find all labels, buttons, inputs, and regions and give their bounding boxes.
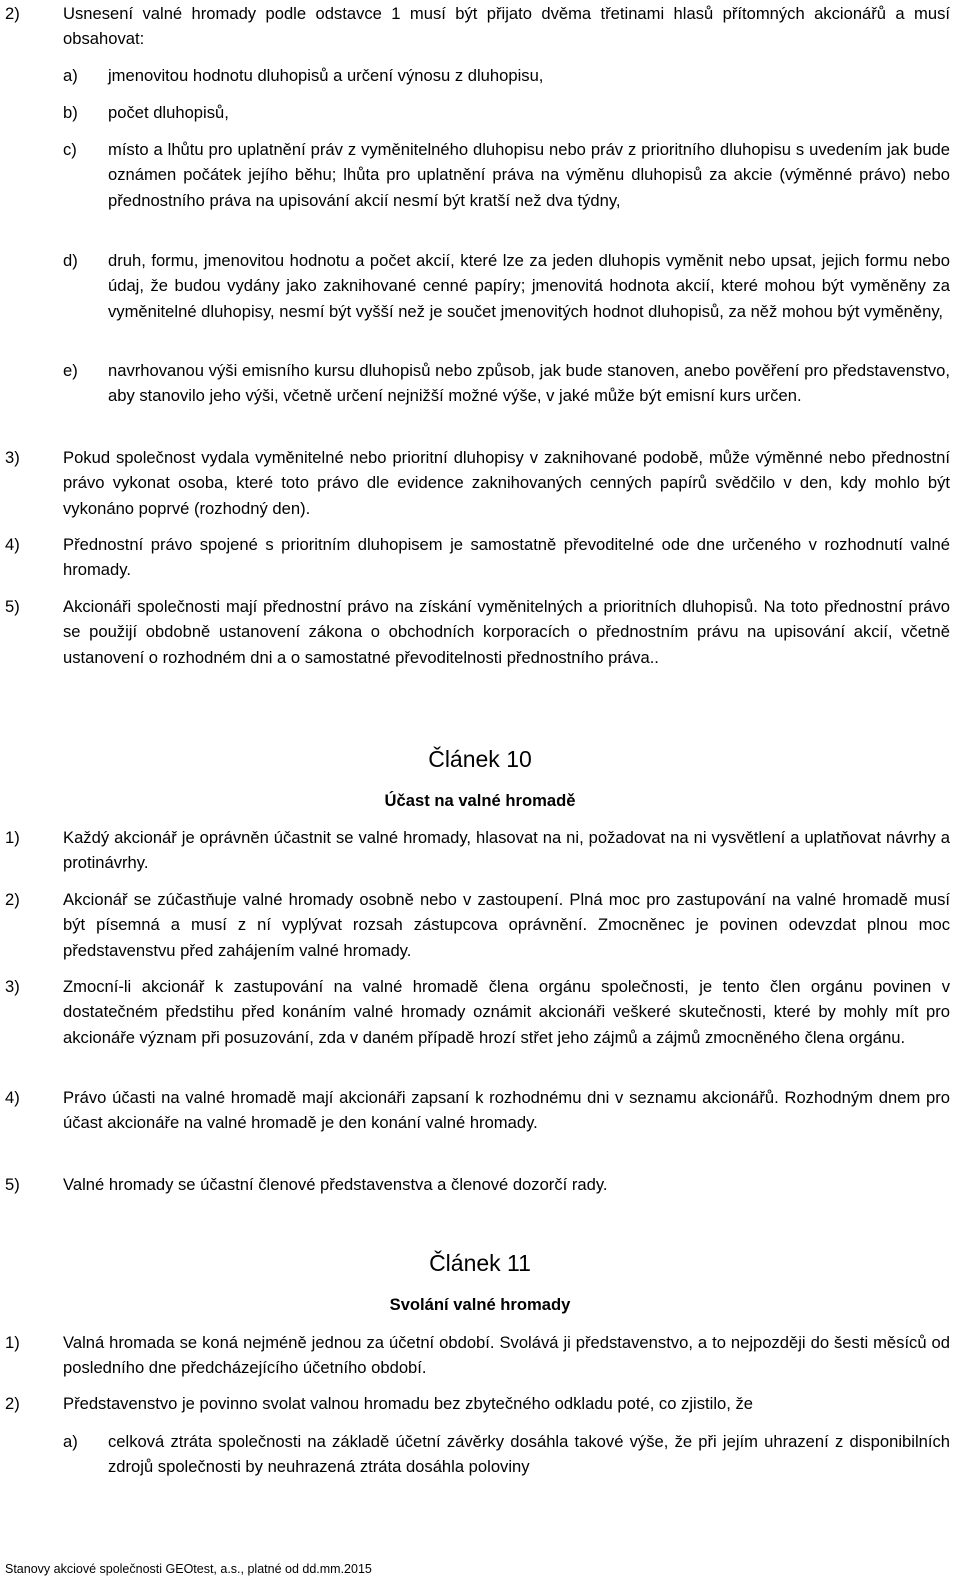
subparagraph-c bbox=[63, 137, 950, 213]
paragraph-number: 2) bbox=[5, 4, 20, 23]
paragraph-2 bbox=[5, 1, 950, 52]
subparagraph-text: celková ztráta společnosti na základě účetní závěrky dosáhla takové výše, že při jejím uhrazení z disponibilních zdrojů společnosti by neuhrazená ztráta dosáhla poloviny bbox=[108, 1432, 950, 1477]
subparagraph-e bbox=[63, 358, 950, 409]
paragraph-text: Zmocní-li akcionář k zastupování na valné hromadě člena orgánu společnosti, je tento člen orgánu povinen v dostatečném předstihu před konáním valné hromady oznámit akcionáři veškeré skutečnosti, které by mohly mít pro akcionáře význam při posuzování, zda v daném případě hrozí střet jeho zájmů a zájmů zmocněného člena orgánu. bbox=[63, 977, 950, 1047]
article-10-heading: Účast na valné hromadě bbox=[384, 791, 576, 810]
paragraph-number: 3) bbox=[5, 448, 20, 467]
article-10-paragraph-3 bbox=[5, 974, 950, 1050]
paragraph-number: 5) bbox=[5, 1175, 20, 1194]
paragraph-number: 2) bbox=[5, 1394, 20, 1413]
paragraph-text: Akcionáři společnosti mají přednostní právo na získání vyměnitelných a prioritních dluhopisů. Na toto přednostní právo se použijí obdobně ustanovení zákona o obchodních korporacích o přednostním právu na upisování akcií, včetně ustanovení o rozhodném dni a o samostatné převoditelnosti přednostního práva.. bbox=[63, 597, 950, 667]
subparagraph-letter: a) bbox=[63, 1432, 78, 1451]
paragraph-number: 2) bbox=[5, 890, 20, 909]
paragraph-text: Valná hromada se koná nejméně jednou za účetní období. Svolává ji představenstvo, a to nejpozději do šesti měsíců od posledního dne předcházejícího účetního období. bbox=[63, 1333, 950, 1378]
paragraph-3 bbox=[5, 445, 950, 521]
paragraph-number: 4) bbox=[5, 535, 20, 554]
article-10-paragraph-5 bbox=[5, 1172, 950, 1197]
paragraph-text: Každý akcionář je oprávněn účastnit se valné hromady, hlasovat na ni, požadovat na ni vysvětlení a uplatňovat návrhy a protinávrhy. bbox=[63, 828, 950, 873]
subparagraph-text: druh, formu, jmenovitou hodnotu a počet akcií, které lze za jeden dluhopis vyměnit nebo upsat, jejich formu nebo údaj, že budou vydány jako zaknihované cenné papíry; jmenovitá hodnota akcií, které mohou být vyměněny za vyměnitelné dluhopisy, nesmí být vyšší než je součet jmenovitých hodnot dluhopisů, za něž mohou být vyměněny, bbox=[108, 251, 950, 321]
paragraph-text: Přednostní právo spojené s prioritním dluhopisem je samostatně převoditelné ode dne určeného v rozhodnutí valné hromady. bbox=[63, 535, 950, 580]
paragraph-number: 1) bbox=[5, 828, 20, 847]
article-11-paragraph-2 bbox=[5, 1391, 950, 1416]
subparagraph-text: počet dluhopisů, bbox=[108, 103, 229, 122]
article-11-title: Článek 11 bbox=[429, 1250, 531, 1276]
paragraph-text: Valné hromady se účastní členové představenstva a členové dozorčí rady. bbox=[63, 1175, 608, 1194]
paragraph-5 bbox=[5, 594, 950, 670]
subparagraph-b bbox=[63, 100, 950, 125]
subparagraph-letter: b) bbox=[63, 103, 78, 122]
article-10-paragraph-2 bbox=[5, 887, 950, 963]
paragraph-number: 3) bbox=[5, 977, 20, 996]
article-11-subparagraph-a bbox=[63, 1429, 950, 1480]
paragraph-number: 5) bbox=[5, 597, 20, 616]
article-10-paragraph-1 bbox=[5, 825, 950, 876]
paragraph-text: Pokud společnost vydala vyměnitelné nebo prioritní dluhopisy v zaknihované podobě, může výměnné nebo přednostní právo vykonat osoba, které toto právo dle evidence zaknihovaných cenných papírů svědčilo v den, kdy mohlo být vykonáno poprvé (rozhodný den). bbox=[63, 448, 950, 518]
subparagraph-a bbox=[63, 63, 950, 88]
article-10-paragraph-4 bbox=[5, 1085, 950, 1136]
subparagraph-letter: d) bbox=[63, 251, 78, 270]
paragraph-text: Usnesení valné hromady podle odstavce 1 musí být přijato dvěma třetinami hlasů přítomných akcionářů a musí obsahovat: bbox=[63, 4, 950, 49]
subparagraph-letter: e) bbox=[63, 361, 78, 380]
subparagraph-letter: a) bbox=[63, 66, 78, 85]
paragraph-text: Představenstvo je povinno svolat valnou hromadu bez zbytečného odkladu poté, co zjistilo, že bbox=[63, 1394, 753, 1413]
subparagraph-letter: c) bbox=[63, 140, 77, 159]
article-10-title: Článek 10 bbox=[428, 746, 532, 772]
paragraph-text: Právo účasti na valné hromadě mají akcionáři zapsaní k rozhodnému dni v seznamu akcionářů. Rozhodným dnem pro účast akcionáře na valné hromadě je den konání valné hromady. bbox=[63, 1088, 950, 1133]
subparagraph-d bbox=[63, 248, 950, 324]
article-11-heading: Svolání valné hromady bbox=[389, 1295, 571, 1314]
subparagraph-text: jmenovitou hodnotu dluhopisů a určení výnosu z dluhopisu, bbox=[108, 66, 544, 85]
page-footer: Stanovy akciové společnosti GEOtest, a.s., platné od dd.mm.2015 bbox=[5, 1562, 372, 1576]
article-11-paragraph-1 bbox=[5, 1330, 950, 1381]
subparagraph-text: místo a lhůtu pro uplatnění práv z vyměnitelného dluhopisu nebo práv z prioritního dluhopisu s uvedením jak bude oznámen počátek jejího běhu; lhůta pro uplatnění práva na výměnu dluhopisů za akcie (výměnné právo) nebo přednostního práva na upisování akcií nesmí být kratší než dva týdny, bbox=[108, 140, 950, 210]
paragraph-4 bbox=[5, 532, 950, 583]
paragraph-number: 4) bbox=[5, 1088, 20, 1107]
paragraph-number: 1) bbox=[5, 1333, 20, 1352]
paragraph-text: Akcionář se zúčastňuje valné hromady osobně nebo v zastoupení. Plná moc pro zastupování na valné hromadě musí být písemná a musí z ní vyplývat rozsah zástupcova oprávnění. Zmocněnec je povinen odevzdat plnou moc představenstvu před zahájením valné hromady. bbox=[63, 890, 950, 960]
subparagraph-text: navrhovanou výši emisního kursu dluhopisů nebo způsob, jak bude stanoven, anebo pověření pro představenstvo, aby stanovilo jeho výši, včetně určení nejnižší možné výše, v jaké může být emisní kurs určen. bbox=[108, 361, 950, 406]
